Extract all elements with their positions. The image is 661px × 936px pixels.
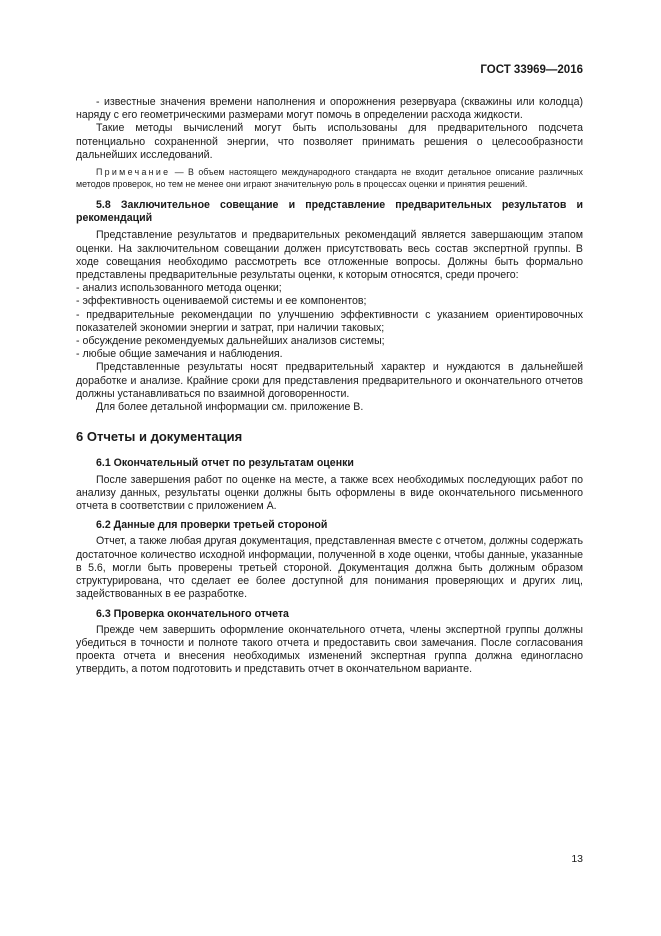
note-label: Примечание	[96, 167, 171, 178]
paragraph-5-8-intro: Представление результатов и предварительных рекомендаций является завершающим этапом оценки. На заключительном совещании должен присутствовать весь состав экспертной группы. В ходе совещания необходимо рассмотреть все отложенные вопросы. Должны быть формально представлены предварительные результаты оценки, к которым относятся, среди прочего:	[76, 229, 583, 282]
bullet-fill-time: - известные значения времени наполнения и опорожнения резервуара (скважины или колодца) наряду с его геометрическими размерами могут помочь в определении расхода жидкости.	[76, 96, 583, 122]
note	[76, 166, 583, 190]
paragraph-6-1: После завершения работ по оценке на месте, а также всех необходимых последующих работ по анализу данных, результаты оценки должны быть оформлены в виде окончательного письменного отчета в соответствии с приложением А.	[76, 473, 583, 513]
list-item: - предварительные рекомендации по улучшению эффективности с указанием ориентировочных показателей экономии энергии и затрат, при наличии таковых;	[76, 308, 583, 334]
heading-6-3: 6.3 Проверка окончательного отчета	[96, 607, 289, 620]
paragraph-6-2: Отчет, а также любая другая документация, представленная вместе с отчетом, должны содержать достаточное количество исходной информации, полученной в ходе оценки, чтобы данные, указанные в 5.6, могли быть проверены третьей стороной. Документация должна быть должным образом структурирована, что сделает ее более доступной для понимания проверяющих и других лиц, задействованных в ее разработке.	[76, 535, 583, 601]
paragraph-5-8-results: Представленные результаты носят предварительный характер и нуждаются в дальнейшей доработке и анализе. Крайние сроки для представления предварительного и окончательного отчетов должны устанавливаться по взаимной договоренности.	[76, 361, 583, 400]
heading-5-8: 5.8 Заключительное совещание и представление предварительных результатов и рекомендаций	[76, 199, 583, 225]
heading-6-1: 6.1 Окончательный отчет по результатам оценки	[96, 457, 354, 470]
list-item: - любые общие замечания и наблюдения.	[76, 348, 283, 361]
note-text: — В объем настоящего международного стандарта не входит детальное описание различных методов проверок, но тем не менее они играют значительную роль в процессах оценки и принятия решений.	[76, 167, 583, 190]
paragraph-5-8-appendix: Для более детальной информации см. приложение В.	[96, 401, 364, 414]
list-item: - анализ использованного метода оценки;	[76, 282, 282, 295]
heading-6-2: 6.2 Данные для проверки третьей стороной	[96, 519, 328, 532]
page-body	[76, 96, 583, 677]
list-item: - обсуждение рекомендуемых дальнейших анализов системы;	[76, 335, 385, 348]
paragraph-calc-methods: Такие методы вычислений могут быть использованы для предварительного подсчета потенциально сохраненной энергии, что позволяет принимать решения о целесообразности дальнейших исследований.	[76, 122, 583, 161]
paragraph-6-3: Прежде чем завершить оформление окончательного отчета, члены экспертной группы должны убедиться в точности и полноте такого отчета и предоставить свои замечания. После согласования проекта отчета и внесения необходимых изменений экспертная группа должна единогласно утвердить, а потом подготовить и представить отчет в окончательном варианте.	[76, 623, 583, 676]
document-id: ГОСТ 33969—2016	[480, 64, 583, 76]
list-item: - эффективность оцениваемой системы и ее компонентов;	[76, 295, 367, 308]
page-number: 13	[571, 853, 583, 865]
heading-6: 6 Отчеты и документация	[76, 429, 243, 445]
